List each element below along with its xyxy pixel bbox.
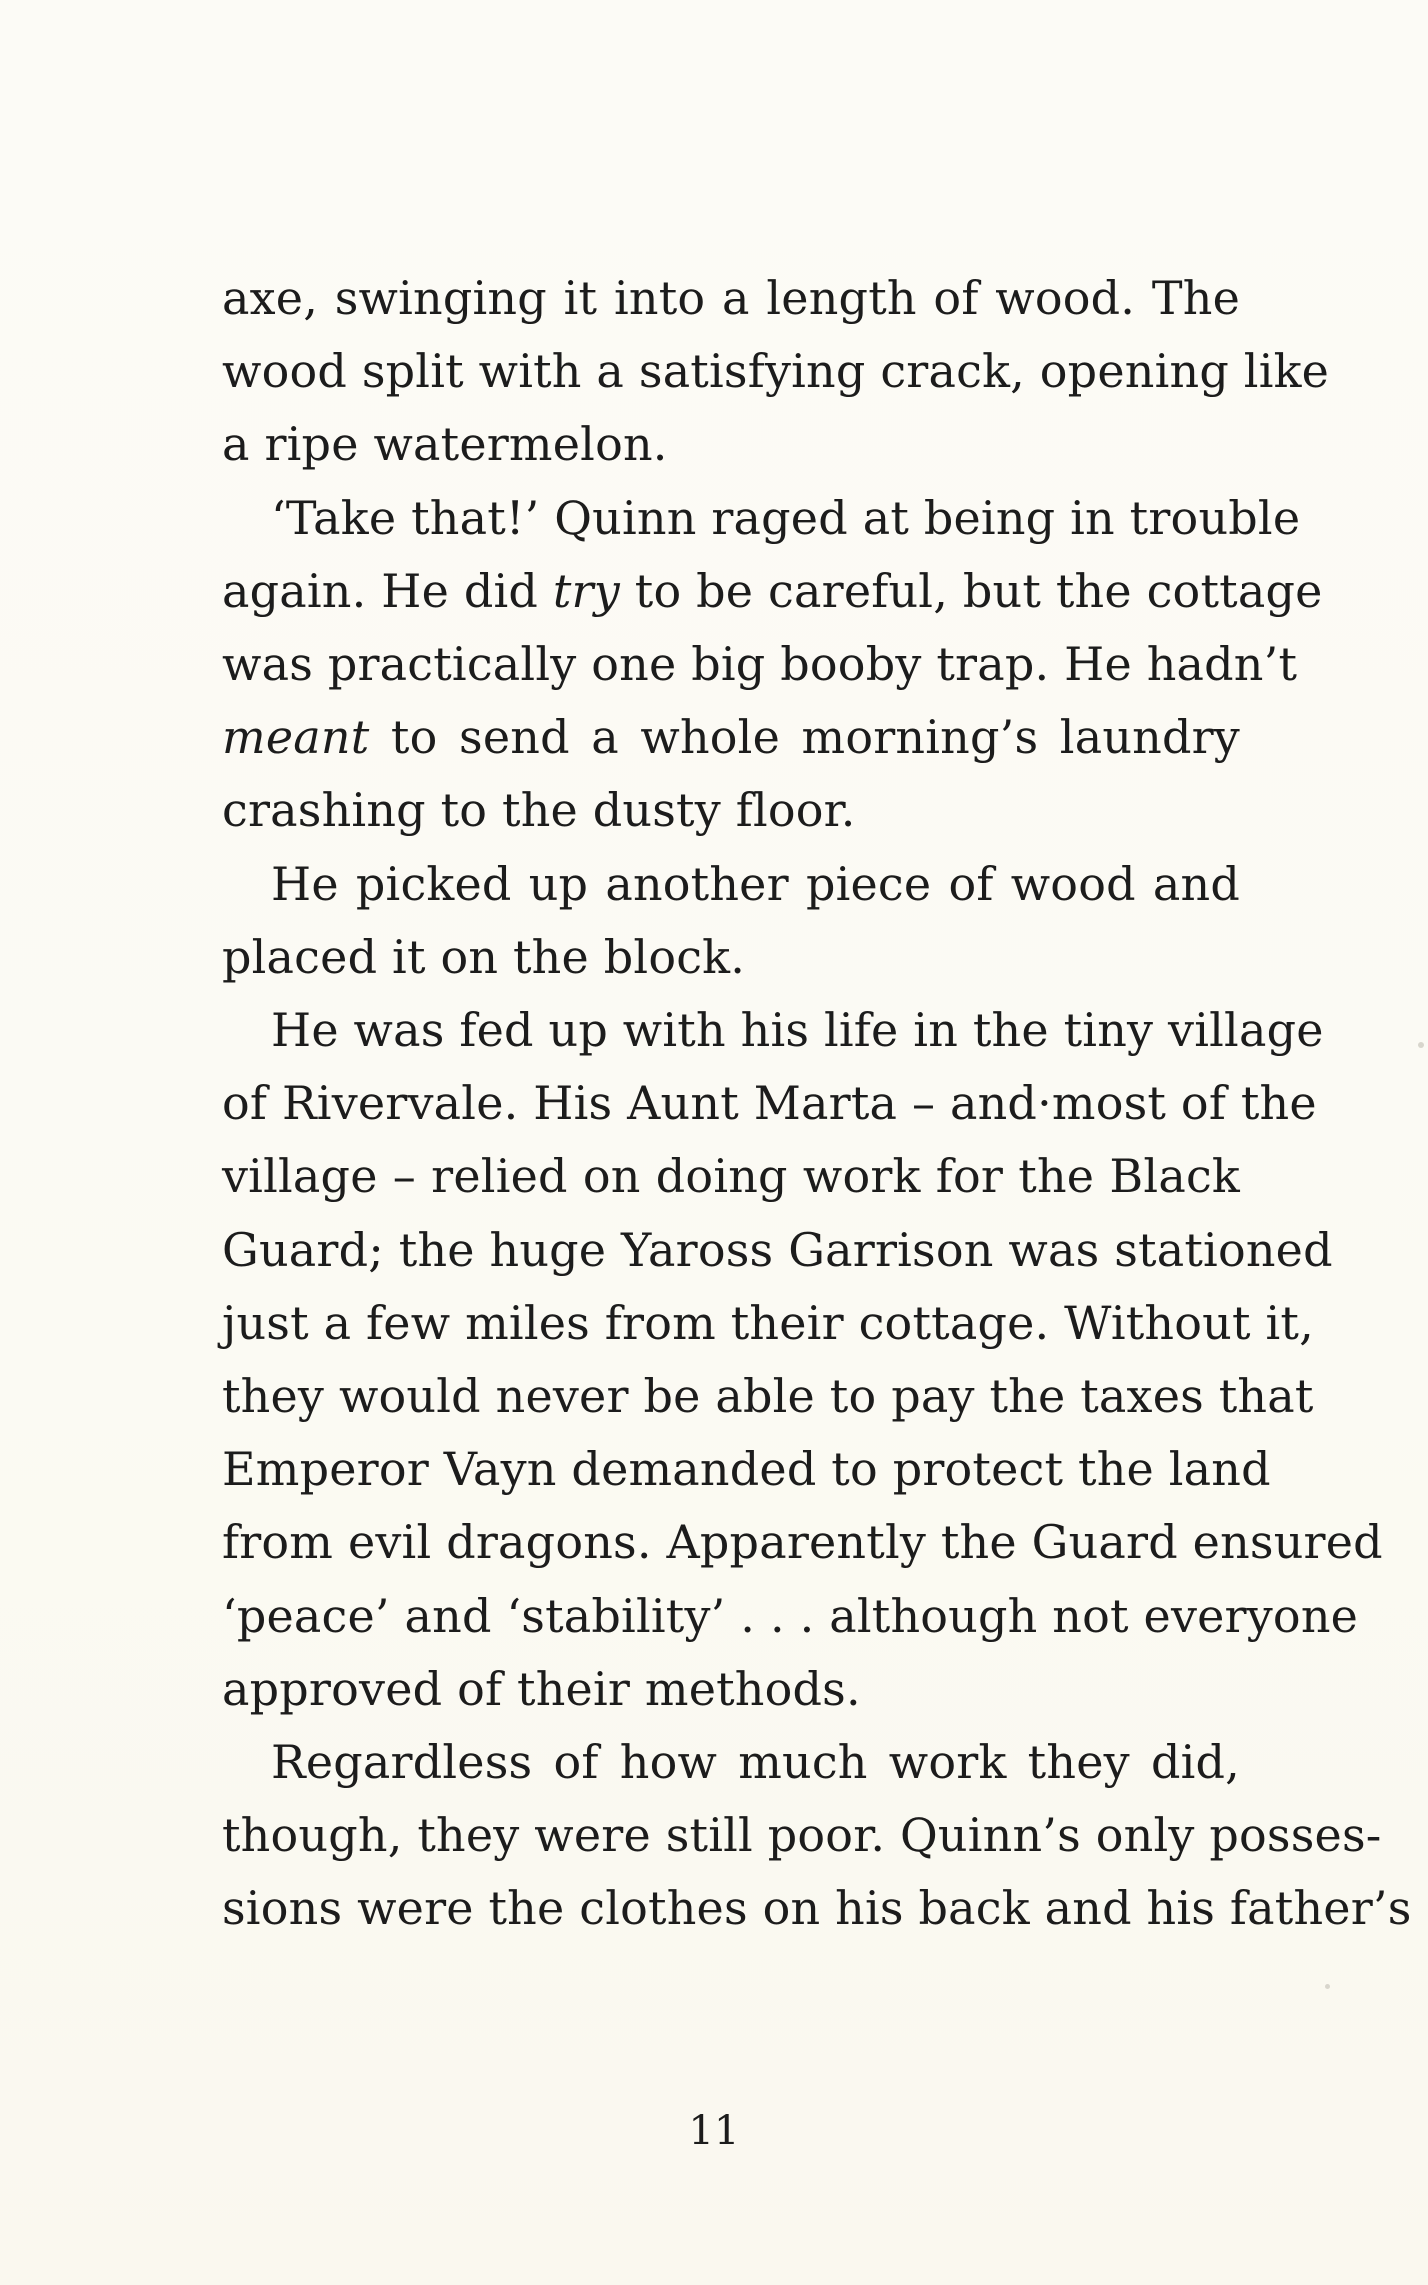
text-line: ‘Take that!’ Quinn raged at being in trouble	[271, 490, 1301, 545]
page-number: 11	[688, 2108, 740, 2154]
text-line: just a few miles from their cottage. Without it,	[222, 1295, 1314, 1350]
text-line: ‘peace’ and ‘stability’ . . . although not everyone	[222, 1588, 1359, 1643]
text-line: meant to send a whole morning’s laundry	[222, 710, 1240, 765]
text-line: Guard; the huge Yaross Garrison was stationed	[222, 1222, 1333, 1277]
text-line: Emperor Vayn demanded to protect the land	[222, 1442, 1271, 1497]
text-line: placed it on the block.	[222, 929, 746, 984]
text-line: axe, swinging it into a length of wood. The	[222, 271, 1240, 325]
text-line: He picked up another piece of wood and	[271, 856, 1240, 911]
paragraph	[222, 848, 1240, 994]
text-line: Regardless of how much work they did,	[271, 1735, 1240, 1790]
text-line: of Rivervale. His Aunt Marta – and·most of the	[222, 1076, 1317, 1131]
body-text	[222, 262, 1412, 1946]
text-line: from evil dragons. Apparently the Guard ensured	[222, 1515, 1383, 1570]
paragraph	[222, 262, 1330, 482]
text-line: He was fed up with his life in the tiny village	[271, 1003, 1324, 1058]
paragraph	[222, 994, 1383, 1726]
scan-speck	[1418, 1042, 1424, 1048]
text-line: village – relied on doing work for the Black	[222, 1149, 1240, 1204]
text-line: wood split with a satisfying crack, opening like	[222, 344, 1330, 399]
text-line: again. He did try to be careful, but the cottage	[222, 563, 1323, 618]
scan-speck	[1325, 1984, 1330, 1989]
text-line: approved of their methods.	[222, 1661, 861, 1716]
text-line: crashing to the dusty floor.	[222, 783, 856, 838]
paragraph	[222, 482, 1323, 848]
text-line: sions were the clothes on his back and his father’s	[222, 1881, 1412, 1936]
text-line: though, they were still poor. Quinn’s only posses-	[222, 1808, 1382, 1863]
text-line: a ripe watermelon.	[222, 417, 668, 472]
paragraph	[222, 1726, 1412, 1946]
text-line: they would never be able to pay the taxes that	[222, 1369, 1314, 1424]
text-line: was practically one big booby trap. He hadn’t	[222, 637, 1298, 692]
